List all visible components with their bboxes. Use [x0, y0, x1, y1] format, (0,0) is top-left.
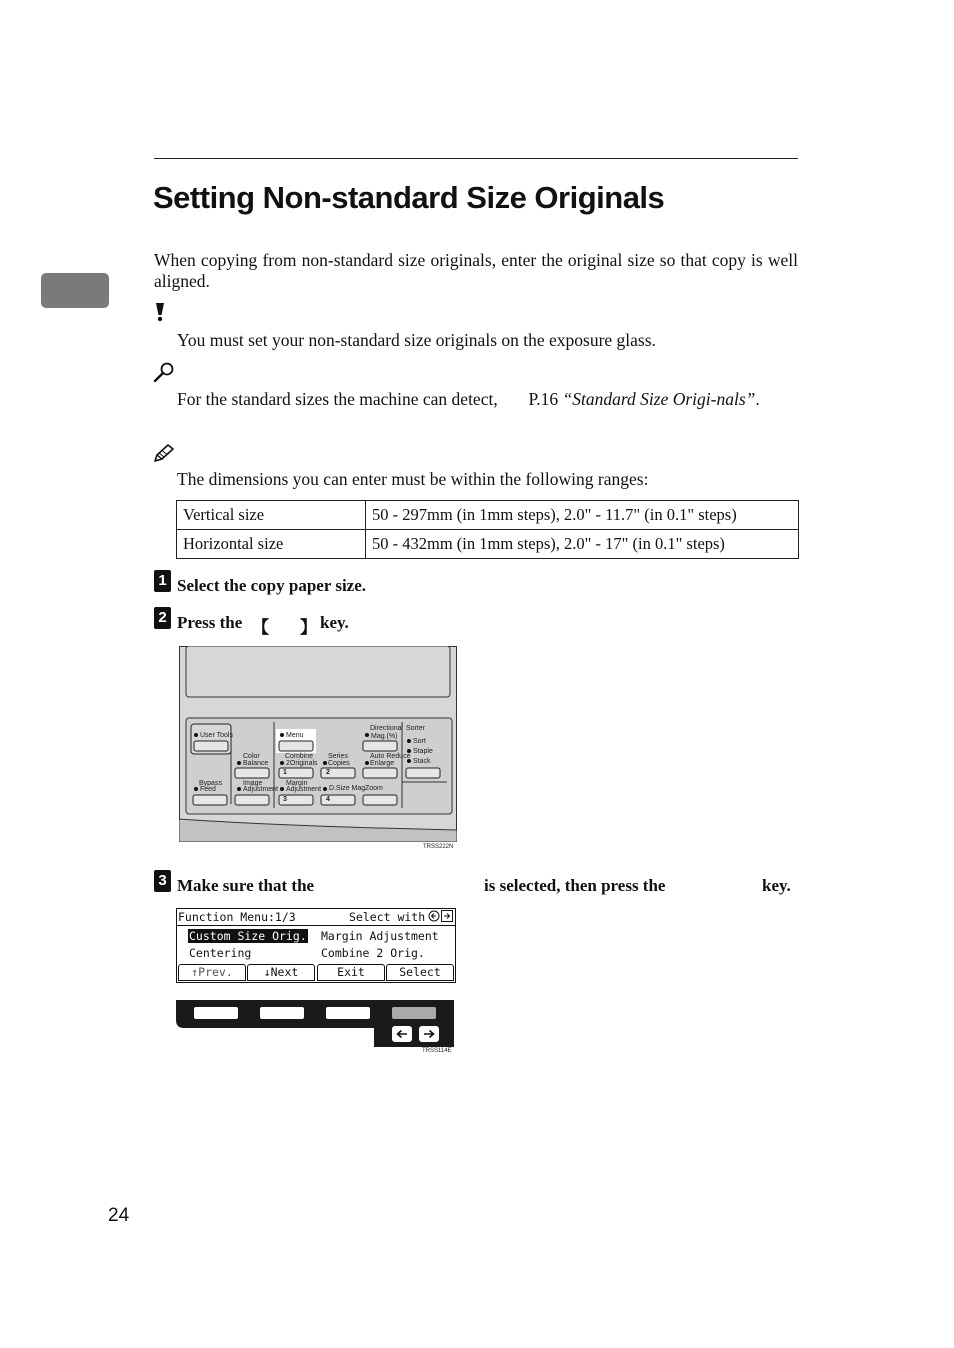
lcd-right-arrow-icon	[441, 910, 453, 922]
lcd-header	[177, 909, 455, 926]
panel-label-mag: Mag.(%)	[371, 733, 398, 740]
table-cell-value: 50 - 432mm (in 1mm steps), 2.0" - 17" (in 0.1" steps)	[366, 530, 799, 559]
panel-key-3: 3	[283, 796, 287, 803]
panel-label-feed: Feed	[200, 786, 216, 793]
step-2-text: Press the	[177, 613, 243, 632]
lcd-item-margin-adjustment[interactable]: Margin Adjustment	[321, 929, 439, 943]
panel-label-user-tools: User Tools	[200, 732, 233, 739]
step-2-key-word: key.	[320, 613, 349, 632]
panel-label-bypass: Bypass	[199, 780, 222, 787]
panel-label-margin-adjustment: Adjustment	[286, 786, 322, 793]
lcd-header-title: Function Menu:1/3	[178, 910, 296, 924]
lcd-softkey-next[interactable]: ↓Next	[247, 964, 315, 981]
step-3-text-b: is selected, then press the	[484, 876, 666, 895]
panel-label-2originals: 2Originals	[286, 760, 318, 767]
panel-label-enlarge: Enlarge	[370, 760, 395, 767]
panel-label-zoom: Zoom	[365, 785, 383, 792]
panel-label-menu: Menu	[286, 732, 304, 739]
lcd-display	[176, 908, 456, 983]
right-arrow-key-icon[interactable]	[419, 1026, 439, 1042]
header-rule	[154, 158, 798, 159]
lcd-header-hint: Select with	[349, 910, 426, 924]
lcd-softkey-prev[interactable]: ↑Prev.	[178, 964, 246, 981]
step-1-text: Select the copy paper size.	[177, 576, 367, 595]
reference-end: .	[755, 389, 760, 409]
step-3-text-a: Make sure that the	[177, 876, 315, 895]
page-title: Setting Non-standard Size Originals	[153, 180, 665, 215]
step-2-number: 2	[154, 607, 171, 629]
table-row	[177, 501, 799, 530]
panel-label-combine: Combine	[285, 753, 314, 760]
table-cell-value: 50 - 297mm (in 1mm steps), 2.0" - 11.7" (in 0.1" steps)	[366, 501, 799, 530]
panel-label-auto-reduce: Auto Reduce	[370, 753, 411, 760]
panel-key-2: 2	[326, 769, 330, 776]
panel-figure-code: TRSS222N	[423, 844, 454, 850]
page-number: 24	[108, 1205, 130, 1226]
panel-label-copies: Copies	[328, 760, 350, 767]
panel-label-sort: Sort	[413, 738, 426, 745]
panel-key-1: 1	[283, 769, 287, 776]
reference-text	[177, 389, 798, 410]
lcd-item-combine[interactable]: Combine 2 Orig.	[321, 946, 425, 960]
table-cell-label: Vertical size	[177, 501, 366, 530]
note-text: The dimensions you can enter must be within the following ranges:	[177, 469, 649, 489]
reference-title: “Standard Size Origi-nals”	[562, 389, 756, 409]
key-bracket-open: 【	[252, 618, 269, 637]
panel-label-color: Color	[243, 753, 260, 760]
lcd-softkey-exit[interactable]: Exit	[317, 964, 385, 981]
panel-label-sorter: Sorter	[406, 725, 426, 732]
step-1-number: 1	[154, 570, 171, 592]
panel-key-4: 4	[326, 796, 330, 803]
key-bracket-close: 】	[300, 618, 317, 637]
lcd-softkey-select[interactable]: Select	[386, 964, 454, 981]
panel-label-stack: Stack	[413, 758, 431, 765]
lcd-item-custom-size[interactable]: Custom Size Orig.	[189, 929, 307, 943]
left-arrow-key-icon[interactable]	[392, 1026, 412, 1042]
step-3-text-c: key.	[762, 876, 791, 895]
panel-label-margin: Margin	[286, 780, 308, 787]
reference-magnifier-icon	[153, 362, 171, 382]
lcd-key-strip	[176, 1000, 454, 1047]
panel-label-series: Series	[328, 753, 348, 760]
panel-label-directional: Directional	[370, 725, 404, 732]
panel-label-image-adjustment: Adjustment	[243, 786, 279, 793]
control-panel-figure	[179, 646, 457, 850]
table-row	[177, 530, 799, 559]
panel-label-staple: Staple	[413, 748, 433, 755]
table-cell-label: Horizontal size	[177, 530, 366, 559]
important-icon	[153, 302, 171, 322]
step-3-number: 3	[154, 870, 171, 892]
chapter-tab-marker	[41, 273, 109, 308]
lcd-left-arrow-icon	[428, 910, 440, 922]
size-ranges-table	[176, 500, 799, 559]
lcd-figure-code: TRSS114E	[422, 1048, 452, 1054]
important-text: You must set your non-standard size originals on the exposure glass.	[177, 330, 656, 350]
panel-label-image: Image	[243, 780, 263, 787]
panel-label-dsize-mag: D.Size Mag.	[329, 785, 368, 792]
note-pencil-icon	[153, 443, 171, 463]
lcd-item-centering[interactable]: Centering	[189, 946, 252, 960]
intro-paragraph: When copying from non-standard size originals, enter the original size so that copy is well aligned.	[154, 250, 798, 291]
reference-text-lead: For the standard sizes the machine can detect,	[177, 389, 498, 409]
panel-label-balance: Balance	[243, 760, 269, 767]
reference-page-link[interactable]: P.16	[528, 389, 559, 409]
